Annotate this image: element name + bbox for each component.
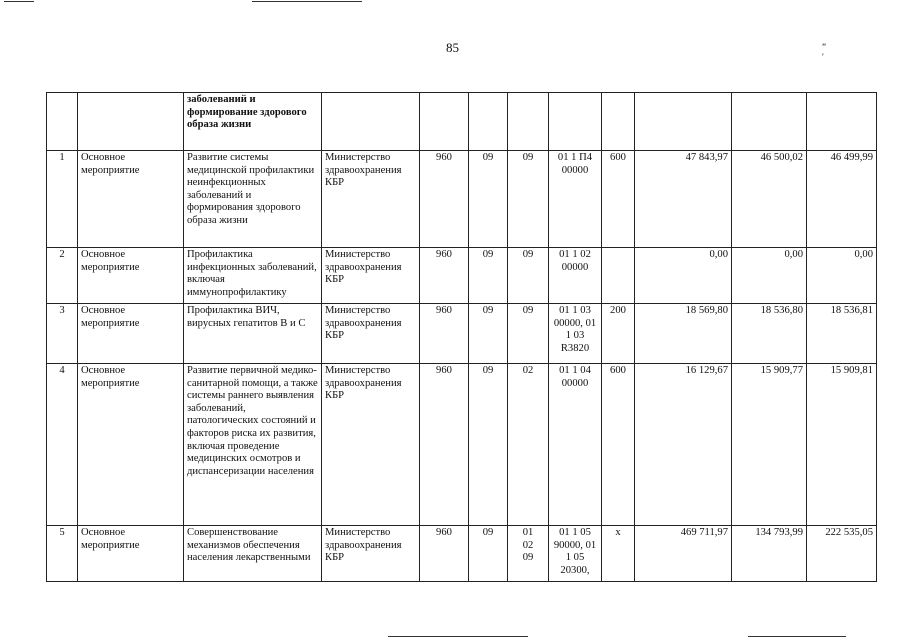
cell-empty [78,93,184,151]
table-row [47,304,877,364]
cell-empty [732,93,807,151]
row-executor: Министерство здравоохранения КБР [322,151,420,248]
row-number: 1 [47,151,78,248]
row-pr: 01 02 09 [508,526,549,582]
row-value-3: 222 535,05 [807,526,877,582]
cell-empty [469,93,508,151]
page-number: 85 [446,40,459,55]
row-grbs: 960 [420,151,469,248]
row-grbs: 960 [420,526,469,582]
row-value-3: 0,00 [807,248,877,304]
row-grbs: 960 [420,248,469,304]
row-value-2: 18 536,80 [732,304,807,364]
row-pr: 09 [508,151,549,248]
table-row [47,364,877,526]
row-grbs: 960 [420,304,469,364]
row-name: Совершенствование механизмов обеспечения населения лекарственными [184,526,322,582]
row-csr: 01 1 П4 00000 [549,151,602,248]
row-value-1: 18 569,80 [635,304,732,364]
bottom-rule-right [748,636,846,637]
row-pr: 02 [508,364,549,526]
row-type: Основное мероприятие [78,364,184,526]
row-vr: 600 [602,151,635,248]
continuation-text: заболеваний и формирование здорового образа жизни [184,93,322,151]
row-value-3: 46 499,99 [807,151,877,248]
cell-empty [508,93,549,151]
row-executor: Министерство здравоохранения КБР [322,248,420,304]
row-rz: 09 [469,151,508,248]
row-value-1: 16 129,67 [635,364,732,526]
table-row [47,151,877,248]
cell-empty [47,93,78,151]
row-vr [602,248,635,304]
cell-empty [602,93,635,151]
row-type: Основное мероприятие [78,151,184,248]
row-value-2: 46 500,02 [732,151,807,248]
row-value-1: 0,00 [635,248,732,304]
table-row [47,248,877,304]
row-type: Основное мероприятие [78,304,184,364]
row-name: Развитие первичной медико-санитарной помощи, а также системы раннего выявления заболеваний, патологических состояний и факторов риска их развития, включая проведение медицинских осмотров и диспансеризации населения [184,364,322,526]
top-rule-right [252,1,362,2]
row-type: Основное мероприятие [78,248,184,304]
cell-empty [549,93,602,151]
row-executor: Министерство здравоохранения КБР [322,526,420,582]
row-rz: 09 [469,304,508,364]
row-grbs: 960 [420,364,469,526]
row-rz: 09 [469,526,508,582]
row-executor: Министерство здравоохранения КБР [322,304,420,364]
table-row [47,526,877,582]
row-type: Основное мероприятие [78,526,184,582]
bottom-rule-left [388,636,528,637]
row-executor: Министерство здравоохранения КБР [322,364,420,526]
row-value-2: 134 793,99 [732,526,807,582]
row-name: Развитие системы медицинской профилактики неинфекционных заболеваний и формирования здорового образа жизни [184,151,322,248]
row-value-3: 15 909,81 [807,364,877,526]
row-csr: 01 1 04 00000 [549,364,602,526]
row-number: 5 [47,526,78,582]
row-name: Профилактика инфекционных заболеваний, включая иммунопрофилактику [184,248,322,304]
row-value-2: 0,00 [732,248,807,304]
row-rz: 09 [469,248,508,304]
row-value-3: 18 536,81 [807,304,877,364]
row-pr: 09 [508,248,549,304]
row-number: 3 [47,304,78,364]
row-name: Профилактика ВИЧ, вирусных гепатитов В и С [184,304,322,364]
budget-table [46,92,877,582]
cell-empty [420,93,469,151]
row-vr: x [602,526,635,582]
corner-marks: ” ′ [822,42,856,62]
row-csr: 01 1 02 00000 [549,248,602,304]
cell-empty [635,93,732,151]
row-value-2: 15 909,77 [732,364,807,526]
row-csr: 01 1 03 00000, 01 1 03 R3820 [549,304,602,364]
row-vr: 200 [602,304,635,364]
cell-empty [322,93,420,151]
row-number: 4 [47,364,78,526]
continuation-row [47,93,877,151]
row-value-1: 469 711,97 [635,526,732,582]
row-number: 2 [47,248,78,304]
row-pr: 09 [508,304,549,364]
row-value-1: 47 843,97 [635,151,732,248]
top-rule-left [4,1,34,2]
row-rz: 09 [469,364,508,526]
cell-empty [807,93,877,151]
row-vr: 600 [602,364,635,526]
row-csr: 01 1 05 90000, 01 1 05 20300, [549,526,602,582]
